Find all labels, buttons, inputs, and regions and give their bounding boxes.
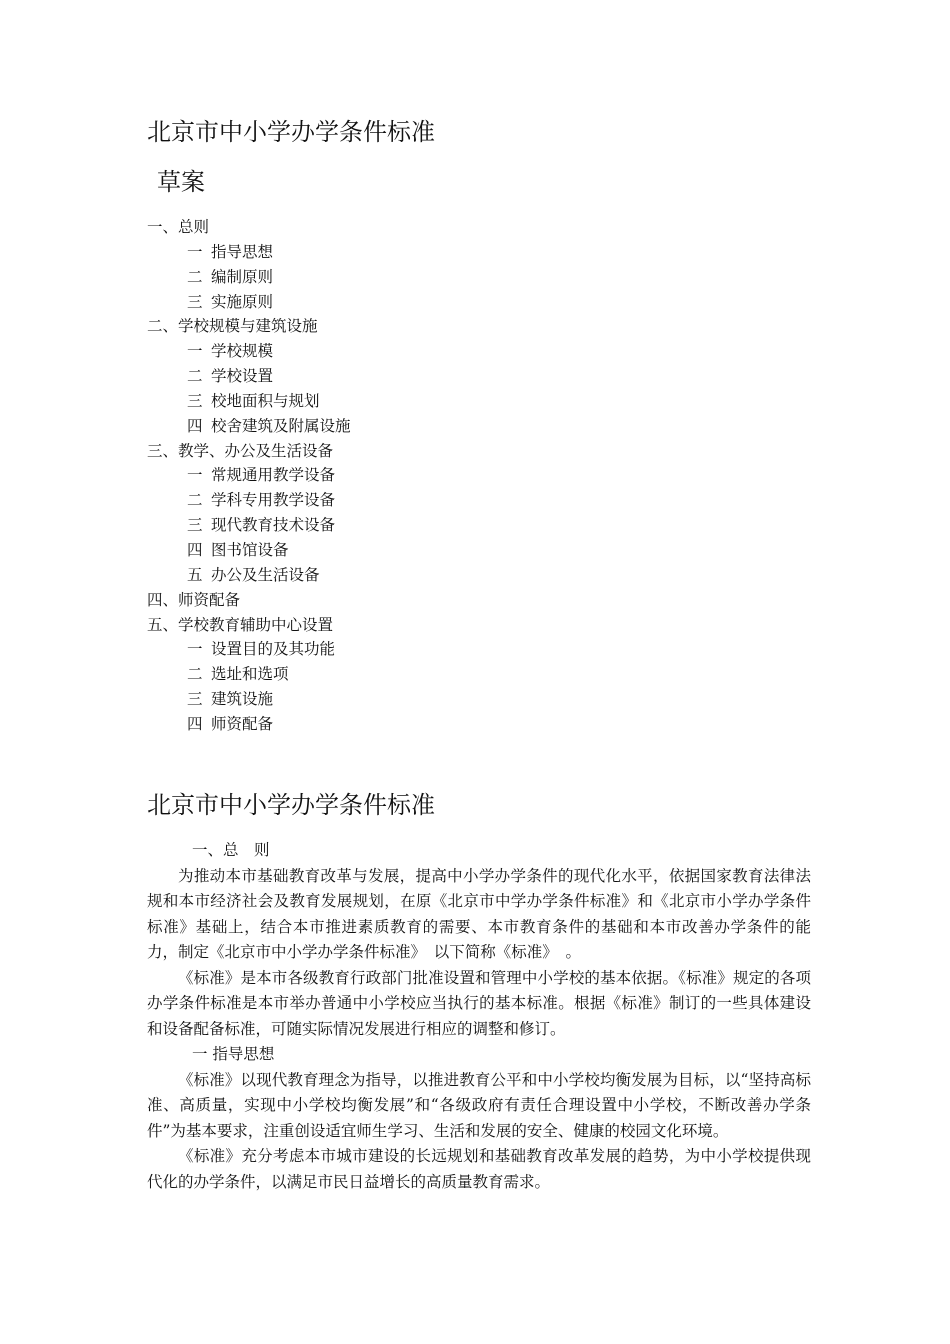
paragraph: 《标准》是本市各级教育行政部门批准设置和管理中小学校的基本依据。《标准》规定的各项办学条件标准是本市举办普通中小学校应当执行的基本标准。根据《标准》制订的一些具体建设和设备配备标准，可随实际情况发展进行相应的调整和修订。 [147,968,811,1038]
toc-label: 学校设置 [211,367,274,386]
toc-subitem-number: 一 [187,466,203,485]
toc-label: 一、总则 [147,218,210,236]
toc-label: 图书馆设备 [211,540,289,559]
toc-subitem [147,240,567,265]
toc-subitem [147,712,567,737]
toc-item [147,215,567,240]
toc-item [147,588,567,613]
toc-label: 学校规模 [211,342,274,361]
toc-subitem [147,364,567,389]
toc-label: 二、学校规模与建筑设施 [147,317,318,336]
toc-subitem-number: 一 [187,342,203,361]
document-title: 北京市中小学办学条件标准 [147,118,435,146]
toc-item [147,613,567,638]
toc-subitem-number: 四 [187,540,203,559]
toc-item [147,439,567,464]
toc-label: 学科专用教学设备 [211,491,336,510]
toc-subitem-number: 三 [187,391,203,410]
toc-label: 选址和选项 [211,665,289,684]
toc-label: 现代教育技术设备 [211,516,336,535]
toc-subitem-number: 二 [187,491,203,510]
paragraph: 《标准》以现代教育理念为指导，以推进教育公平和中小学校均衡发展为目标，以“坚持高标准、高质量，实现中小学校均衡发展”和“各级政府有责任合理设置中小学校，不断改善办学条件”为基本要求，注重创设适宜师生学习、生活和发展的安全、健康的校园文化环境。 [147,1070,811,1140]
subsection-heading: 一 指导思想 [192,1045,275,1063]
toc-label: 校舍建筑及附属设施 [211,416,351,435]
toc-subitem [147,488,567,513]
toc-label: 校地面积与规划 [211,391,320,410]
section-heading: 一、总 则 [192,841,270,859]
toc-subitem [147,687,567,712]
toc-subitem-number: 四 [187,714,203,733]
toc-subitem-number: 五 [187,565,203,584]
toc-label: 指导思想 [211,242,274,261]
table-of-contents [147,215,567,737]
toc-label: 五、学校教育辅助中心设置 [147,615,334,634]
toc-subitem-number: 三 [187,516,203,535]
toc-label: 设置目的及其功能 [211,640,336,659]
toc-subitem [147,339,567,364]
document-body [147,838,811,1195]
toc-subitem-number: 二 [187,665,203,684]
paragraph: 为推动本市基础教育改革与发展，提高中小学办学条件的现代化水平，依据国家教育法律法规和本市经济社会及教育发展规划，在原《北京市中学办学条件标准》和《北京市小学办学条件标准》基础上，结合本市推进素质教育的需要、本市教育条件的基础和本市改善办学条件的能力，制定《北京市中小学办学条件标准》 以下简称《标准》 。 [147,866,811,961]
toc-subitem [147,290,567,315]
toc-label: 师资配备 [211,714,274,733]
toc-subitem-number: 三 [187,292,203,311]
toc-label: 编制原则 [211,267,274,286]
toc-label: 办公及生活设备 [211,565,320,584]
section-title: 北京市中小学办学条件标准 [147,791,435,819]
toc-subitem [147,662,567,687]
paragraph: 《标准》充分考虑本市城市建设的长远规划和基础教育改革发展的趋势，为中小学校提供现代化的办学条件，以满足市民日益增长的高质量教育需求。 [147,1147,811,1191]
toc-subitem-number: 三 [187,690,203,709]
toc-subitem-number: 一 [187,640,203,659]
document-subtitle: 草案 [157,168,205,196]
toc-subitem [147,513,567,538]
toc-subitem-number: 二 [187,267,203,286]
toc-label: 建筑设施 [211,690,274,709]
toc-label: 常规通用教学设备 [211,466,336,485]
toc-label: 实施原则 [211,292,274,311]
toc-item [147,314,567,339]
toc-subitem-number: 一 [187,242,203,261]
toc-label: 四、师资配备 [147,590,241,609]
toc-subitem [147,463,567,488]
toc-subitem-number: 二 [187,367,203,386]
toc-label: 三、教学、办公及生活设备 [147,441,334,460]
toc-subitem [147,637,567,662]
toc-subitem [147,389,567,414]
toc-subitem [147,265,567,290]
toc-subitem [147,414,567,439]
toc-subitem-number: 四 [187,416,203,435]
toc-subitem [147,538,567,563]
toc-subitem [147,563,567,588]
